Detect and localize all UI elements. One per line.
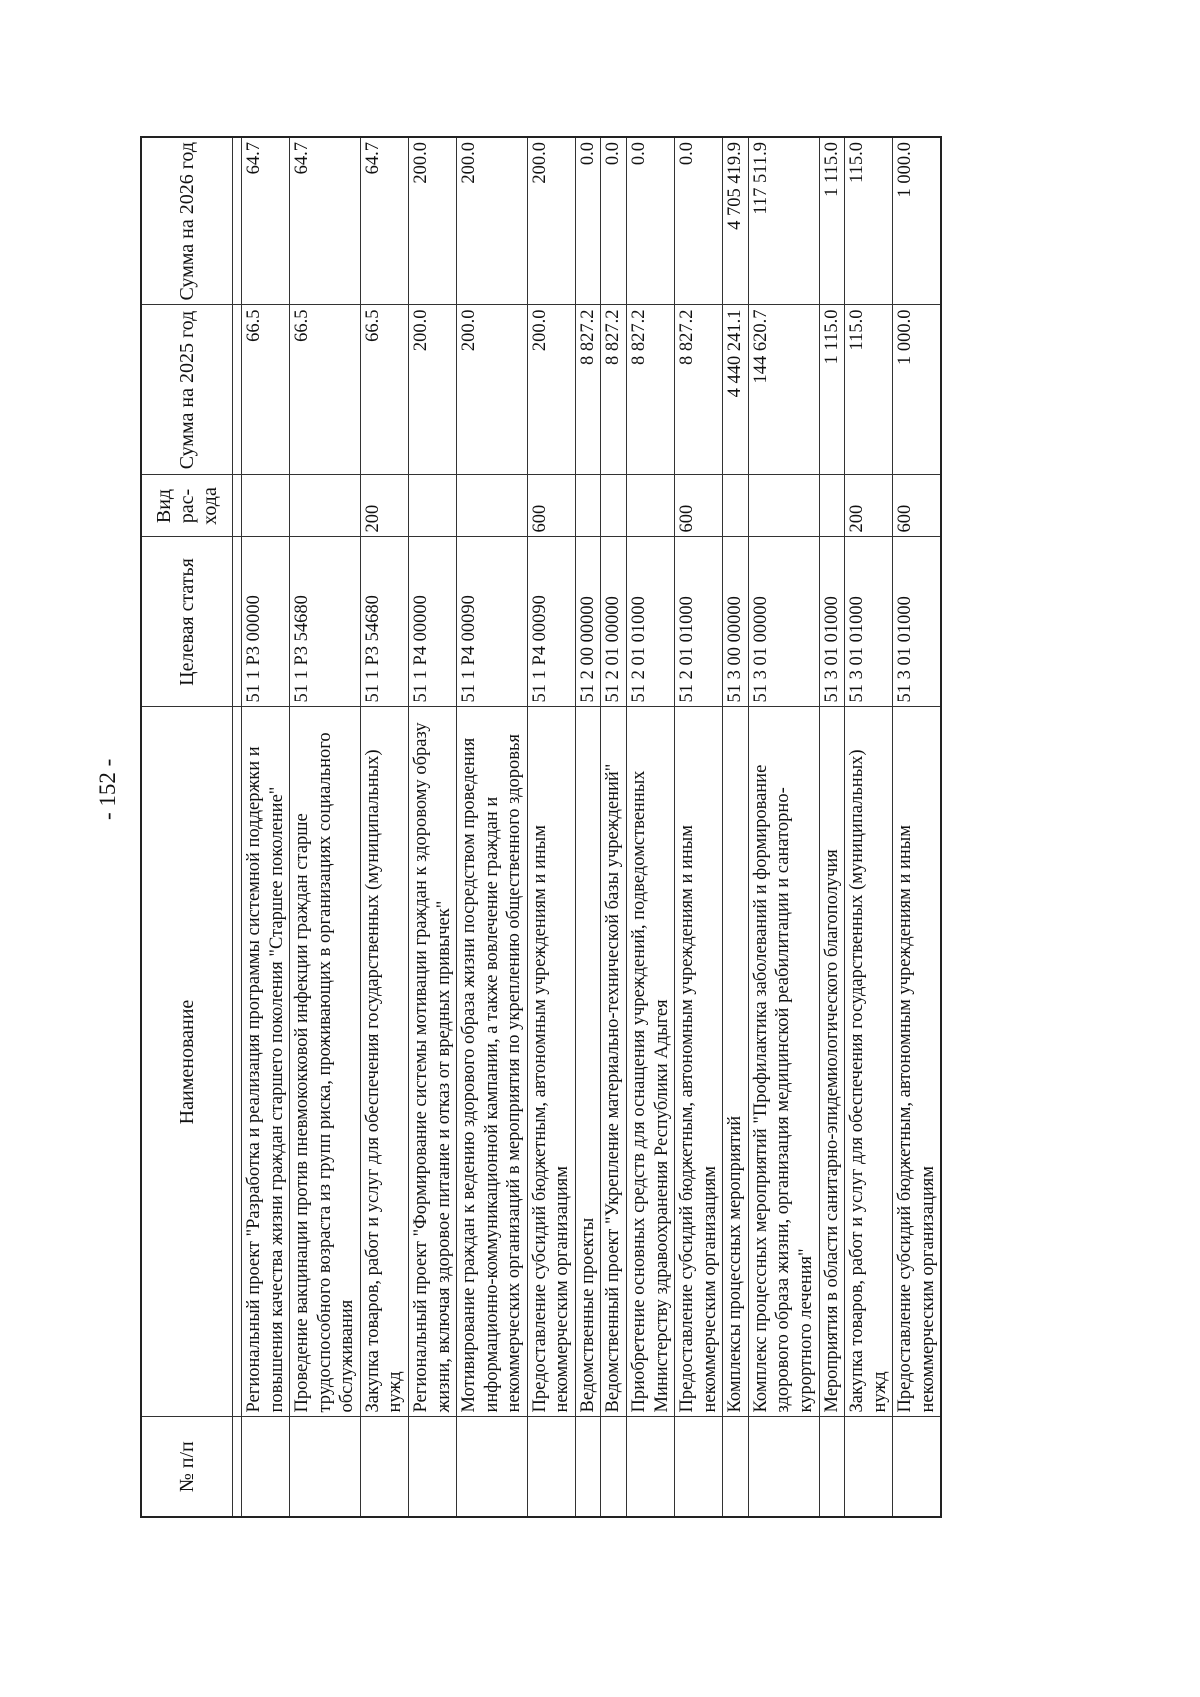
cell-article: 51 3 01 01000 — [893, 537, 942, 707]
cell-sum-2026: 200.0 — [527, 137, 575, 305]
table-row — [723, 137, 749, 1517]
cell-article: 51 2 01 01000 — [627, 537, 675, 707]
cell-name: Региональный проект "Формирование системы мотивации граждан к здоровому образу жизни, включая здоровое питание и отказ от вредных привычек" — [408, 707, 456, 1417]
header-num: № п/п — [141, 1417, 233, 1517]
cell-sum-2026: 115.0 — [845, 137, 893, 305]
cell-kind — [290, 475, 361, 537]
cell-sum-2026: 0.0 — [675, 137, 723, 305]
cell-sum-2026: 0.0 — [627, 137, 675, 305]
cell-kind — [242, 475, 290, 537]
cell-sum-2026: 1 000.0 — [893, 137, 942, 305]
cell-name: Региональный проект "Разработка и реализация программы системной поддержки и повышения качества жизни граждан старшего поколения "Старшее поколение" — [242, 707, 290, 1417]
cell-article: 51 2 01 01000 — [675, 537, 723, 707]
cell-name: Предоставление субсидий бюджетным, автономным учреждениям и иным некоммерческим организациям — [527, 707, 575, 1417]
table-row — [360, 137, 408, 1517]
cell-sum-2025: 4 440 241.1 — [723, 305, 749, 475]
table-header-row — [141, 137, 233, 1517]
cell-article: 51 3 01 01000 — [819, 537, 845, 707]
cell-num — [527, 1417, 575, 1517]
cell-name: Приобретение основных средств для оснащения учреждений, подведомственных Министерству здравоохранения Республики Адыгея — [627, 707, 675, 1417]
spacer-cell — [233, 305, 242, 475]
cell-sum-2025: 66.5 — [290, 305, 361, 475]
table-row — [290, 137, 361, 1517]
cell-sum-2025: 200.0 — [408, 305, 456, 475]
cell-num — [360, 1417, 408, 1517]
cell-num — [408, 1417, 456, 1517]
cell-sum-2025: 200.0 — [527, 305, 575, 475]
cell-sum-2025: 1 115.0 — [819, 305, 845, 475]
cell-num — [575, 1417, 601, 1517]
spacer-cell — [233, 475, 242, 537]
cell-kind — [601, 475, 627, 537]
cell-article: 51 1 P4 00000 — [408, 537, 456, 707]
header-spacer-row — [233, 137, 242, 1517]
cell-name: Проведение вакцинации против пневмококковой инфекции граждан старше трудоспособного возраста из групп риска, проживающих в организациях социального обслуживания — [290, 707, 361, 1417]
table-row — [819, 137, 845, 1517]
cell-kind — [819, 475, 845, 537]
cell-sum-2025: 8 827.2 — [575, 305, 601, 475]
cell-sum-2025: 1 000.0 — [893, 305, 942, 475]
cell-sum-2026: 0.0 — [575, 137, 601, 305]
budget-table — [140, 136, 942, 1518]
spacer-cell — [233, 137, 242, 305]
header-kind: Вид рас-хода — [141, 475, 233, 537]
cell-name: Закупка товаров, работ и услуг для обеспечения государственных (муниципальных) нужд — [360, 707, 408, 1417]
cell-sum-2025: 8 827.2 — [675, 305, 723, 475]
cell-name: Предоставление субсидий бюджетным, автономным учреждениям и иным некоммерческим организациям — [675, 707, 723, 1417]
cell-sum-2026: 0.0 — [601, 137, 627, 305]
cell-sum-2026: 4 705 419.9 — [723, 137, 749, 305]
cell-name: Комплексы процессных мероприятий — [723, 707, 749, 1417]
cell-sum-2026: 64.7 — [360, 137, 408, 305]
cell-name: Предоставление субсидий бюджетным, автономным учреждениям и иным некоммерческим организациям — [893, 707, 942, 1417]
cell-num — [675, 1417, 723, 1517]
table-row — [893, 137, 942, 1517]
cell-sum-2026: 64.7 — [290, 137, 361, 305]
cell-sum-2025: 66.5 — [360, 305, 408, 475]
cell-kind — [723, 475, 749, 537]
cell-num — [723, 1417, 749, 1517]
cell-sum-2026: 1 115.0 — [819, 137, 845, 305]
header-article: Целевая статья — [141, 537, 233, 707]
cell-name: Мотивирование граждан к ведению здорового образа жизни посредством проведения информационно-коммуникационной кампании, а также вовлечение граждан и некоммерческих организаций в мероприятия по укреплению общественного здоровья — [457, 707, 528, 1417]
cell-sum-2025: 66.5 — [242, 305, 290, 475]
cell-name: Комплекс процессных мероприятий "Профилактика заболеваний и формирование здорового образа жизни, организация медицинской реабилитации и санаторно-курортного лечения" — [748, 707, 819, 1417]
cell-article: 51 2 01 00000 — [601, 537, 627, 707]
table-row — [845, 137, 893, 1517]
cell-num — [242, 1417, 290, 1517]
cell-num — [457, 1417, 528, 1517]
cell-num — [627, 1417, 675, 1517]
cell-kind — [748, 475, 819, 537]
cell-kind — [457, 475, 528, 537]
table-row — [601, 137, 627, 1517]
table-row — [627, 137, 675, 1517]
table-row — [457, 137, 528, 1517]
cell-kind — [575, 475, 601, 537]
cell-sum-2026: 64.7 — [242, 137, 290, 305]
cell-name: Ведомственный проект "Укрепление материально-технической базы учреждений" — [601, 707, 627, 1417]
cell-kind: 600 — [527, 475, 575, 537]
cell-num — [845, 1417, 893, 1517]
cell-sum-2025: 144 620.7 — [748, 305, 819, 475]
cell-name: Ведомственные проекты — [575, 707, 601, 1417]
cell-num — [290, 1417, 361, 1517]
cell-article: 51 1 P4 00090 — [457, 537, 528, 707]
cell-article: 51 3 01 00000 — [748, 537, 819, 707]
cell-article: 51 1 P3 54680 — [360, 537, 408, 707]
cell-article: 51 1 P3 54680 — [290, 537, 361, 707]
cell-num — [748, 1417, 819, 1517]
cell-num — [601, 1417, 627, 1517]
cell-kind: 600 — [675, 475, 723, 537]
cell-sum-2025: 8 827.2 — [601, 305, 627, 475]
cell-article: 51 3 00 00000 — [723, 537, 749, 707]
table-row — [575, 137, 601, 1517]
spacer-cell — [233, 1417, 242, 1517]
header-sum-2026: Сумма на 2026 год — [141, 137, 233, 305]
cell-sum-2025: 8 827.2 — [627, 305, 675, 475]
cell-kind: 200 — [845, 475, 893, 537]
cell-sum-2025: 200.0 — [457, 305, 528, 475]
spacer-cell — [233, 537, 242, 707]
cell-num — [893, 1417, 942, 1517]
cell-num — [819, 1417, 845, 1517]
cell-article: 51 1 P4 00090 — [527, 537, 575, 707]
header-sum-2025: Сумма на 2025 год — [141, 305, 233, 475]
cell-kind — [627, 475, 675, 537]
cell-name: Закупка товаров, работ и услуг для обеспечения государственных (муниципальных) нужд — [845, 707, 893, 1417]
cell-kind — [408, 475, 456, 537]
cell-sum-2026: 200.0 — [457, 137, 528, 305]
cell-sum-2025: 115.0 — [845, 305, 893, 475]
cell-article: 51 1 P3 00000 — [242, 537, 290, 707]
cell-kind: 200 — [360, 475, 408, 537]
table-row — [675, 137, 723, 1517]
page-number: - 152 - — [95, 758, 120, 820]
table-row — [527, 137, 575, 1517]
spacer-cell — [233, 707, 242, 1417]
table-row — [242, 137, 290, 1517]
cell-kind: 600 — [893, 475, 942, 537]
table-row — [748, 137, 819, 1517]
cell-name: Мероприятия в области санитарно-эпидемиологического благополучия — [819, 707, 845, 1417]
rotated-table-container — [140, 138, 1045, 1518]
cell-sum-2026: 117 511.9 — [748, 137, 819, 305]
cell-sum-2026: 200.0 — [408, 137, 456, 305]
table-body — [242, 137, 942, 1517]
cell-article: 51 3 01 01000 — [845, 537, 893, 707]
table-row — [408, 137, 456, 1517]
header-name: Наименование — [141, 707, 233, 1417]
cell-article: 51 2 00 00000 — [575, 537, 601, 707]
